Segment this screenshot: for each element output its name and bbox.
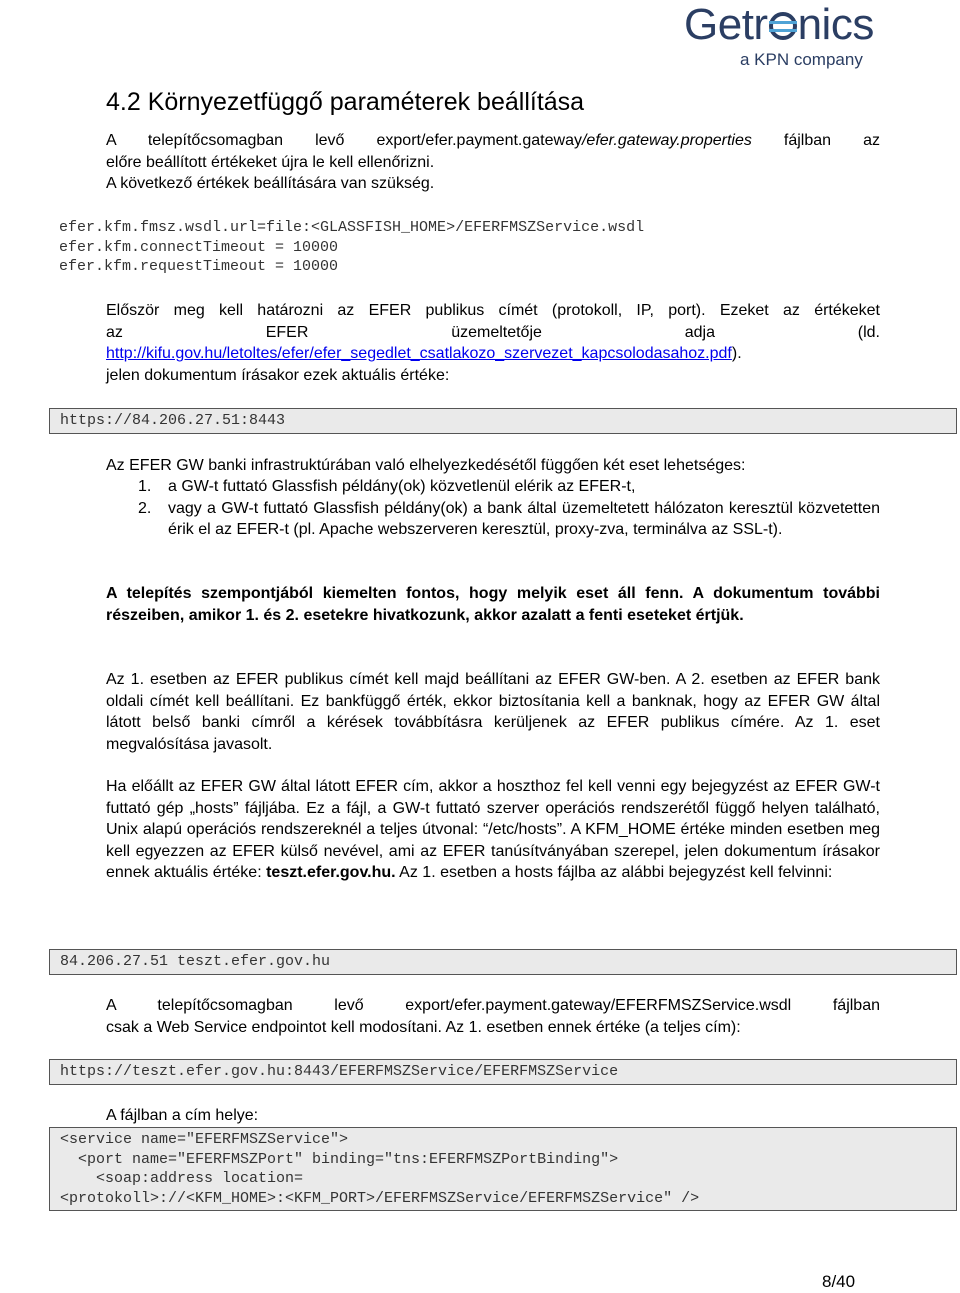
intro-path-italic: /efer.gateway.properties xyxy=(581,132,752,149)
logo-text-right: nics xyxy=(797,0,874,49)
intro-paragraph xyxy=(106,130,880,195)
config-code-block xyxy=(59,218,644,277)
cases-list xyxy=(106,476,880,541)
config-line: efer.kfm.fmsz.wsdl.url=file:<GLASSFISH_HOME>/EFERFMSZService.wsdl xyxy=(59,219,645,236)
hosts-paragraph xyxy=(106,776,880,884)
wsdl-line-1: A telepítőcsomagban levő export/efer.payment.gateway/EFERFMSZService.wsdl fájlban xyxy=(106,997,880,1014)
intro-line-end: fájlban az xyxy=(751,132,880,149)
getronics-logo xyxy=(684,2,944,70)
hosts-value: teszt.efer.gov.hu. xyxy=(266,864,396,881)
config-line: efer.kfm.connectTimeout = 10000 xyxy=(59,238,339,256)
config-line: efer.kfm.requestTimeout = 10000 xyxy=(59,258,339,275)
address-line-1: Először meg kell határozni az EFER publikus címét (protokoll, IP, port). Ezeket az értékeket xyxy=(106,302,880,319)
logo-tagline: a KPN company xyxy=(740,50,863,69)
address-line-3 xyxy=(106,343,880,365)
address-code-box: https://84.206.27.51:8443 xyxy=(49,408,957,434)
case-paragraph: Az 1. esetben az EFER publikus címét kell majd beállítani az EFER GW-ben. A 2. esetben az EFER bank oldali címét kell beállítani. Ez bankfüggő érték, ekkor biztosítania kell a banknak, hogy az EFER GW által látott belső banki címről a kérések továbbításra kerüljenek az EFER publikus címére. Az 1. eset megvalósítása javasolt. xyxy=(106,671,880,753)
cases-intro: Az EFER GW banki infrastruktúrában való elhelyezkedésétől függően két eset lehetséges: xyxy=(106,457,746,474)
list-item-text: a GW-t futtató Glassfish példány(ok) közvetlenül elérik az EFER-t, xyxy=(168,478,636,495)
list-number: 1. xyxy=(138,478,152,495)
intro-line-1 xyxy=(106,130,880,152)
hosts-text-after: Az 1. esetben a hosts fájlba az alábbi bejegyzést kell felvinni: xyxy=(395,864,833,881)
intro-line-3: A következő értékek beállítására van szükség. xyxy=(106,175,435,192)
xml-code-box: <service name="EFERFMSZService"> <port name="EFERFMSZPort" binding="tns:EFERFMSZPortBinding"> <soap:address location= <protokoll>://<KFM_HOME>:<KFM_PORT>/EFERFMSZService/EFERFMSZService" /> xyxy=(49,1127,957,1211)
address-paragraph xyxy=(106,300,880,386)
list-number: 2. xyxy=(138,499,152,517)
link-suffix: ). xyxy=(731,345,742,362)
logo-wordmark xyxy=(684,2,944,48)
wsdl-paragraph xyxy=(106,995,880,1038)
intro-path-part: A telepítőcsomagban levő export/efer.payment.gateway xyxy=(106,132,582,149)
hosts-text-before: Ha előállt az EFER GW által látott EFER cím, akkor a hoszthoz fel kell venni egy bejegyzést az EFER GW-t futtató gép „hosts” fájljába. Ez a fájl, a GW-t futtató szerver operációs rendszerétől függő helyen található, Unix alapú operációs rendszereknél a teljes útvonal: “/etc/hosts”. A KFM_HOME értéke minden esetben meg kell egyezzen az EFER külső nevével, ami az EFER tanúsítványában szerepel, jelen dokumentum írásakor ennek aktuális értéke: xyxy=(106,778,880,881)
document-link[interactable]: http://kifu.gov.hu/letoltes/efer/efer_segedlet_csatlakozo_szervezet_kapcsolodasahoz.pdf xyxy=(106,345,732,362)
location-label: A fájlban a cím helye: xyxy=(106,1107,259,1124)
wsdl-line-2: csak a Web Service endpointot kell modosítani. Az 1. esetben ennek értéke (a teljes cím): xyxy=(106,1018,741,1036)
address-line-2: az EFER üzemeltetője adja (ld. xyxy=(106,323,880,341)
endpoint-code-box: https://teszt.efer.gov.hu:8443/EFERFMSZService/EFERFMSZService xyxy=(49,1059,957,1085)
address-line-4: jelen dokumentum írásakor ezek aktuális értéke: xyxy=(106,366,450,384)
list-item-text: vagy a GW-t futtató Glassfish példány(ok) a bank által üzemeltetett hálózaton keresztül közvetetten érik el az EFER-t (pl. Apache webszerveren keresztül, proxy-zva, terminálva az SSL-t). xyxy=(168,499,880,538)
list-item xyxy=(106,476,880,498)
important-note: A telepítés szempontjából kiemelten fontos, hogy melyik eset áll fenn. A dokumentum további részeiben, amikor 1. és 2. esetekre hivatkozunk, akkor azalatt a fenti eseteket értjük. xyxy=(106,585,880,624)
logo-text-left: Getr xyxy=(684,0,768,49)
page-number: 8/40 xyxy=(822,1272,856,1291)
list-item xyxy=(106,498,880,541)
section-title: 4.2 Környezetfüggő paraméterek beállítása xyxy=(106,88,585,116)
logo-globe-icon xyxy=(769,12,797,40)
intro-line-2: előre beállított értékeket újra le kell ellenőrizni. xyxy=(106,153,435,171)
hosts-code-box: 84.206.27.51 teszt.efer.gov.hu xyxy=(49,949,957,975)
